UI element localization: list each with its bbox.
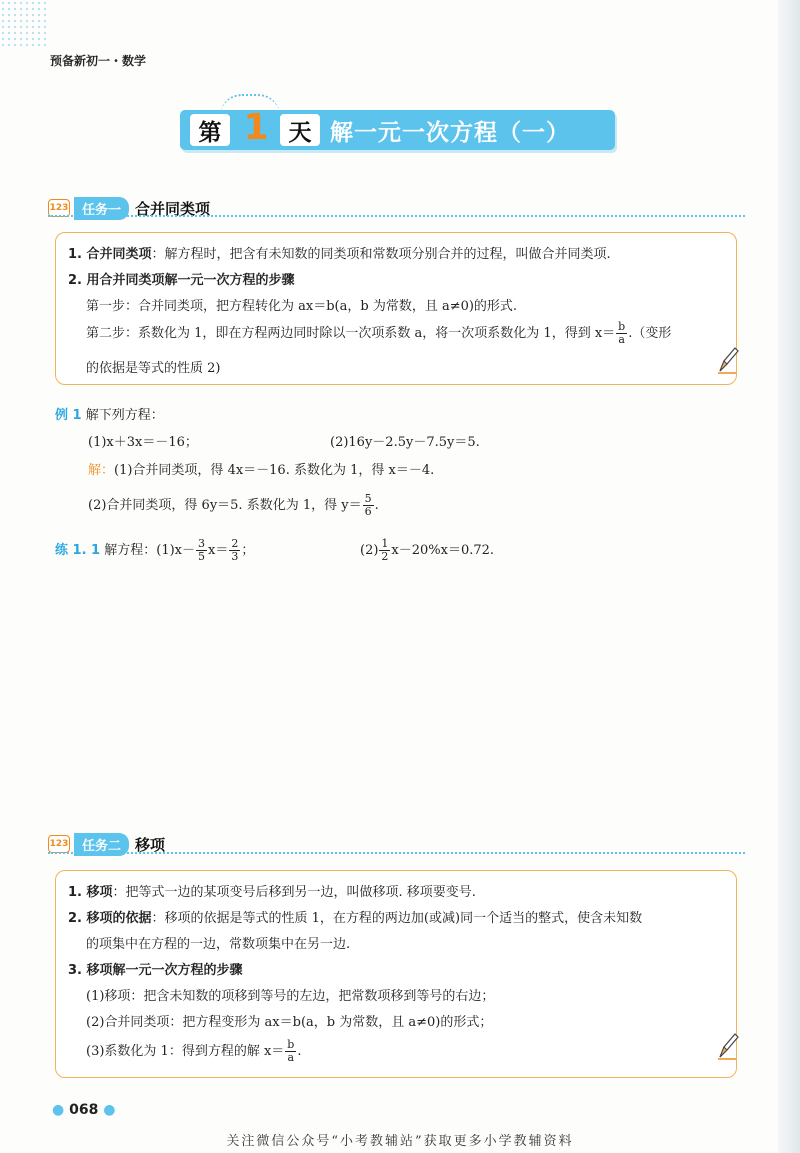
task1-step1: 第一步：合并同类项，把方程转化为 ax＝b(a，b 为常数，且 a≠0)的形式. <box>86 299 518 314</box>
title-day-number: 1 <box>243 107 269 148</box>
title-text: 解一元一次方程（一） <box>330 120 570 146</box>
dot-icon: ● <box>103 1102 116 1118</box>
task1-step2 <box>86 321 671 346</box>
task2-item2-label: 2. 移项的依据 <box>68 911 152 926</box>
example1-prompt: 解下列方程： <box>85 408 164 423</box>
task1-badge: 任务一 <box>74 197 129 220</box>
task2-step1: (1)移项：把含未知数的项移到等号的左边，把常数项移到等号的右边； <box>86 989 495 1004</box>
solution1-text: (1)合并同类项，得 4x＝－16. 系数化为 1，得 x＝－4. <box>114 463 435 478</box>
task1-item1-label: 1. 合并同类项 <box>68 247 152 262</box>
task2-badge: 任务二 <box>74 833 129 856</box>
task1-box <box>55 232 737 385</box>
task2-item2 <box>68 907 642 926</box>
solution2-text: (2)合并同类项，得 6y＝5. 系数化为 1，得 y＝ <box>88 498 362 513</box>
page-number <box>52 1102 115 1118</box>
fraction-b-over-a <box>616 321 627 346</box>
task2-item3-label: 3. 移项解一元一次方程的步骤 <box>68 963 243 978</box>
title-suffix: 天 <box>280 114 320 146</box>
dot-decoration <box>0 0 50 48</box>
example1-problem2: (2)16y－2.5y－7.5y＝5. <box>330 435 480 450</box>
fraction-numerator: 1 <box>381 537 389 550</box>
task1-step2-end: .（变形 <box>628 326 672 341</box>
fraction-5-over-6 <box>363 493 374 518</box>
task1-icon: 123 <box>48 199 70 217</box>
task2-item1 <box>68 881 476 900</box>
running-header: 预备新初一・数学 <box>50 54 147 68</box>
task2-item2-text: ：移项的依据是等式的性质 1，在方程的两边加(或减)同一个适当的整式，使含未知数 <box>151 911 643 926</box>
fraction-numerator: 2 <box>231 537 239 550</box>
task2-step2: (2)合并同类项：把方程变形为 ax＝b(a，b 为常数，且 a≠0)的形式； <box>86 1015 493 1030</box>
fraction-denominator: a <box>287 1051 295 1064</box>
example1-heading <box>55 404 164 423</box>
exercise1-p2-a: (2) <box>360 543 379 558</box>
task2-icon: 123 <box>48 835 70 853</box>
task2-step3 <box>86 1039 301 1064</box>
exercise1-line <box>55 538 254 563</box>
task2-item2-cont: 的项集中在方程的一边，常数项集中在另一边. <box>86 937 351 952</box>
exercise1-p1-b: x＝ <box>208 543 229 558</box>
fraction-numerator: 3 <box>198 537 205 550</box>
task1-divider <box>48 215 745 217</box>
dot-icon: ● <box>52 1102 65 1118</box>
fraction-denominator: a <box>618 333 625 346</box>
chapter-title <box>180 107 615 150</box>
fraction-denominator: 3 <box>231 550 239 563</box>
fraction-numerator: 5 <box>364 492 372 505</box>
exercise1-label: 练 1. 1 <box>55 543 101 558</box>
pencil-icon <box>716 1031 740 1061</box>
fraction-3-over-5 <box>196 538 207 563</box>
fraction-denominator: 5 <box>198 550 205 563</box>
example1-problem1: (1)x＋3x＝－16； <box>88 435 198 450</box>
task1-step2-text: 第二步：系数化为 1，即在方程两边同时除以一次项系数 a，将一次项系数化为 1，得到 x＝ <box>86 326 616 341</box>
example1-label: 例 1 <box>55 408 82 423</box>
fraction-1-over-2 <box>379 538 390 563</box>
task2-divider <box>48 852 745 854</box>
pencil-icon <box>716 345 740 375</box>
task2-box <box>55 870 737 1078</box>
task2-item1-text: ：把等式一边的某项变号后移到另一边，叫做移项. 移项要变号. <box>112 885 476 900</box>
task2-name: 移项 <box>135 835 166 854</box>
exercise1-p2-b: x－20%x＝0.72. <box>391 543 495 558</box>
example1-solution1 <box>88 459 434 478</box>
page-edge <box>778 0 800 1153</box>
fraction-numerator: b <box>287 1038 295 1051</box>
example1-solution2 <box>88 493 379 518</box>
exercise1-p1-a: (1)x－ <box>156 543 195 558</box>
footer-note: 关注微信公众号“小考教辅站”获取更多小学教辅资料 <box>226 1134 574 1149</box>
task2-item1-label: 1. 移项 <box>68 885 113 900</box>
fraction-denominator: 6 <box>364 505 372 518</box>
title-prefix: 第 <box>190 114 230 146</box>
task1-step2-cont: 的依据是等式的性质 2) <box>86 361 221 376</box>
task1-item1-text: ：解方程时，把含有未知数的同类项和常数项分别合并的过程，叫做合并同类项. <box>151 247 611 262</box>
solution-label: 解： <box>88 463 115 478</box>
fraction-numerator: b <box>618 320 626 333</box>
task1-name: 合并同类项 <box>135 199 211 218</box>
exercise1-problem2 <box>360 538 494 563</box>
task2-step3-text: (3)系数化为 1：得到方程的解 x＝ <box>86 1044 285 1059</box>
task2-step3-end: . <box>297 1044 302 1059</box>
task1-item1 <box>68 243 611 262</box>
solution2-end: . <box>374 498 379 513</box>
fraction-b-over-a <box>285 1039 296 1064</box>
page-number-text: 068 <box>69 1102 99 1118</box>
exercise1-prompt: 解方程： <box>104 543 157 558</box>
fraction-2-over-3 <box>229 538 240 563</box>
task1-item2-label: 2. 用合并同类项解一元一次方程的步骤 <box>68 273 295 288</box>
fraction-denominator: 2 <box>381 550 389 563</box>
exercise1-p1-c: ； <box>241 543 255 558</box>
